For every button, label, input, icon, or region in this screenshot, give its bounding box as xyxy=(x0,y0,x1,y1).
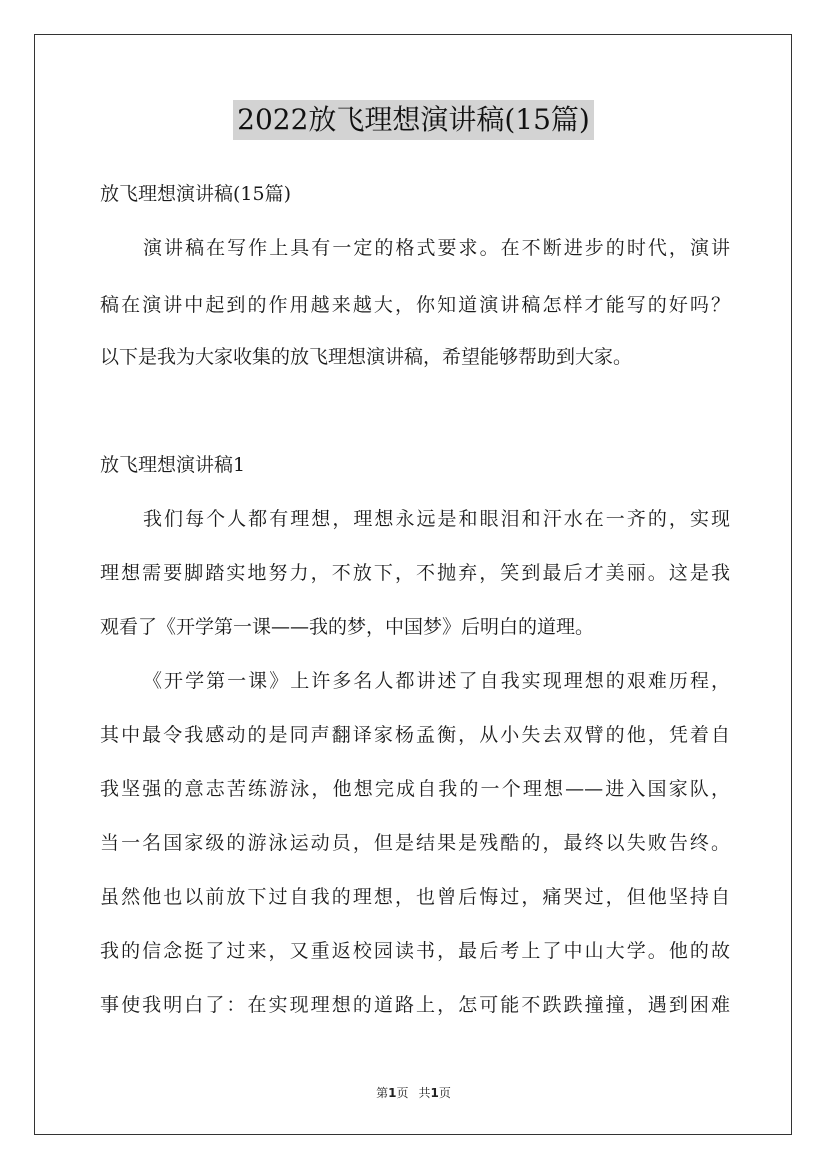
paragraph-line: 我坚强的意志苦练游泳，他想完成自我的一个理想——进入国家队， xyxy=(100,778,730,800)
document-title: 2022放飞理想演讲稿(15篇) xyxy=(233,100,594,140)
footer-page-suffix: 页 xyxy=(396,1086,409,1100)
title-container xyxy=(0,100,827,140)
paragraph-line: 事使我明白了：在实现理想的道路上，怎可能不跌跌撞撞，遇到困难 xyxy=(100,994,730,1016)
paragraph-line: 当一名国家级的游泳运动员，但是结果是残酷的，最终以失败告终。 xyxy=(100,832,730,854)
page-footer xyxy=(0,1084,827,1101)
footer-total-suffix: 页 xyxy=(438,1086,451,1100)
paragraph-line: 理想需要脚踏实地努力，不放下，不抛弃，笑到最后才美丽。这是我 xyxy=(100,562,730,584)
paragraph-line: 我的信念挺了过来，又重返校园读书，最后考上了中山大学。他的故 xyxy=(100,940,730,962)
footer-page-prefix: 第 xyxy=(376,1086,389,1100)
paragraph-line: 其中最令我感动的是同声翻译家杨孟衡，从小失去双臂的他，凭着自 xyxy=(100,724,730,746)
section-heading: 放飞理想演讲稿1 xyxy=(100,454,246,476)
intro-line: 以下是我为大家收集的放飞理想演讲稿，希望能够帮助到大家。 xyxy=(100,346,633,368)
intro-line: 稿在演讲中起到的作用越来越大，你知道演讲稿怎样才能写的好吗？ xyxy=(100,294,730,316)
paragraph-line: 我们每个人都有理想，理想永远是和眼泪和汗水在一齐的，实现 xyxy=(143,508,730,530)
footer-total-prefix: 共 xyxy=(418,1086,431,1100)
paragraph-line: 观看了《开学第一课——我的梦，中国梦》后明白的道理。 xyxy=(100,616,595,638)
document-subtitle: 放飞理想演讲稿(15篇) xyxy=(100,183,292,205)
footer-page-number: 1 xyxy=(388,1086,397,1100)
paragraph-line: 《开学第一课》上许多名人都讲述了自我实现理想的艰难历程， xyxy=(143,670,730,692)
intro-line: 演讲稿在写作上具有一定的格式要求。在不断进步的时代，演讲 xyxy=(143,237,730,259)
footer-total-pages: 1 xyxy=(430,1086,439,1100)
paragraph-line: 虽然他也以前放下过自我的理想，也曾后悔过，痛哭过，但他坚持自 xyxy=(100,886,730,908)
